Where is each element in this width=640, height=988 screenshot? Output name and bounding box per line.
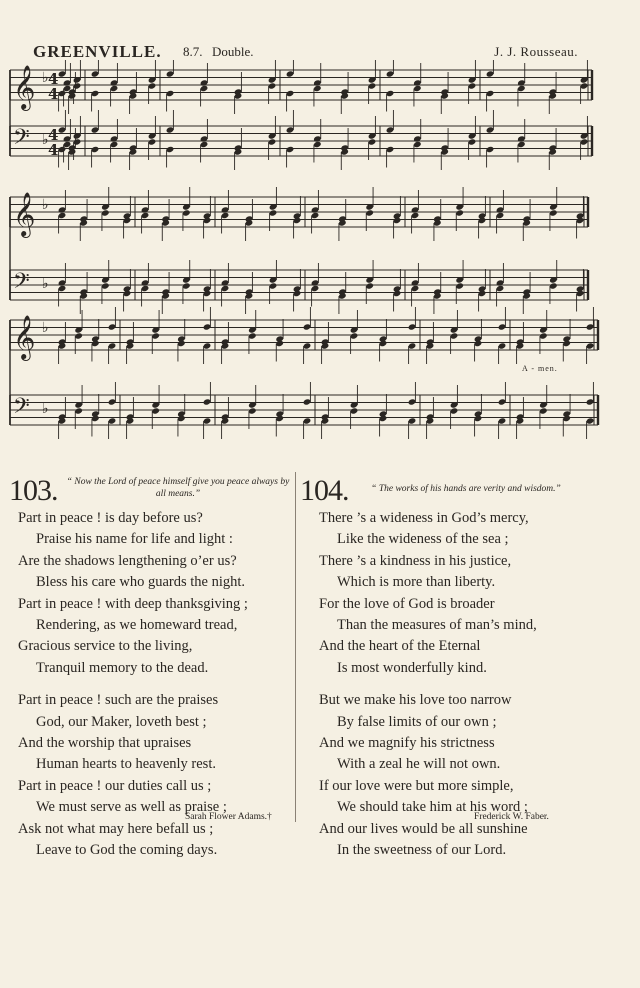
verse-line: Bless his care who guards the night. (36, 574, 246, 591)
verse-line: And the worship that upraises (18, 735, 192, 752)
hymn-text (18, 508, 248, 862)
verse-line: With a zeal he will not own. (337, 756, 501, 773)
time-signature: 4 (48, 126, 59, 144)
verse-line: Rendering, as we homeward tread, (36, 617, 238, 634)
hymn-103 (9, 474, 294, 859)
hymn-epigraph: “ The works of his hands are verity and wisdom.” (371, 484, 561, 494)
tune-composer: J. J. Rousseau. (494, 44, 578, 59)
verse-line: If our love were but more simple, (319, 777, 514, 794)
tune-meter: 8.7. (183, 44, 203, 59)
hymn-author: Frederick W. Faber. (474, 812, 549, 822)
verse-line: Part in peace ! our duties call us ; (18, 777, 212, 794)
verse-line: Part in peace ! such are the praises (18, 692, 219, 709)
verse-line: And the heart of the Eternal (319, 638, 481, 655)
flat-key-signature: ♭ (42, 197, 49, 213)
treble-clef: 𝄞 (13, 192, 36, 236)
hymn-author: Sarah Flower Adams.† (185, 812, 272, 822)
treble-clef: 𝄞 (13, 65, 36, 109)
verse-line: Are the shadows lengthening o’er us? (18, 552, 237, 569)
verse-line: Part in peace ! is day before us? (18, 510, 203, 526)
flat-key-signature: ♭ (42, 401, 49, 417)
hymn-number: 103. (9, 474, 58, 507)
verse-line: Gracious service to the living, (18, 638, 193, 655)
bass-clef: 𝄢 (13, 394, 30, 424)
verse-line: Ask not what may here befall us ; (18, 820, 214, 837)
flat-key-signature: ♭ (42, 70, 49, 86)
verse-line: But we make his love too narrow (319, 692, 512, 709)
hymn-number: 104. (300, 474, 349, 507)
verse-line: There ’s a kindness in his justice, (319, 552, 512, 569)
hymn-text (319, 508, 537, 862)
hymn-epigraph: “ Now the Lord of peace himself give you peace always by all means.” (66, 477, 290, 499)
verse-line: By false limits of our own ; (337, 713, 497, 730)
verse-line: We must serve as well as praise ; (36, 799, 227, 816)
flat-key-signature: ♭ (42, 320, 49, 336)
verse-line: And we magnify his strictness (319, 735, 495, 752)
bass-clef: 𝄢 (13, 125, 30, 155)
verse-line: Which is more than liberty. (337, 574, 496, 591)
time-signature: 4 (48, 85, 59, 103)
treble-clef: 𝄞 (13, 315, 36, 359)
verse-line: Leave to God the coming days. (36, 842, 218, 859)
verse-line: Than the measures of man’s mind, (337, 617, 537, 634)
amen-label: A - men. (522, 364, 558, 373)
bass-clef: 𝄢 (13, 269, 30, 299)
verse-line: Part in peace ! with deep thanksgiving ; (18, 595, 248, 612)
hymn-104 (300, 474, 600, 859)
column-divider (295, 472, 296, 822)
verse-line: Is most wonderfully kind. (337, 659, 487, 676)
verse-line: We should take him at his word ; (337, 799, 528, 816)
flat-key-signature: ♭ (42, 132, 49, 148)
verse-line: Human hearts to heavenly rest. (36, 756, 216, 773)
verse-line: For the love of God is broader (319, 595, 495, 612)
flat-key-signature: ♭ (42, 276, 49, 292)
verse-line: Praise his name for life and light : (36, 531, 233, 548)
music-score (0, 60, 640, 440)
verse-line: Like the wideness of the sea ; (337, 531, 509, 548)
verse-line: And our lives would be all sunshine (319, 820, 528, 837)
tune-name: GREENVILLE. (33, 42, 162, 61)
verse-line: In the sweetness of our Lord. (337, 842, 507, 859)
verse-line: There ’s a wideness in God’s mercy, (319, 510, 529, 526)
time-signature: 4 (48, 141, 59, 159)
verse-line: God, our Maker, loveth best ; (36, 713, 207, 730)
time-signature: 4 (48, 70, 59, 88)
tune-type: Double. (212, 44, 254, 59)
verse-line: Tranquil memory to the dead. (36, 659, 209, 676)
